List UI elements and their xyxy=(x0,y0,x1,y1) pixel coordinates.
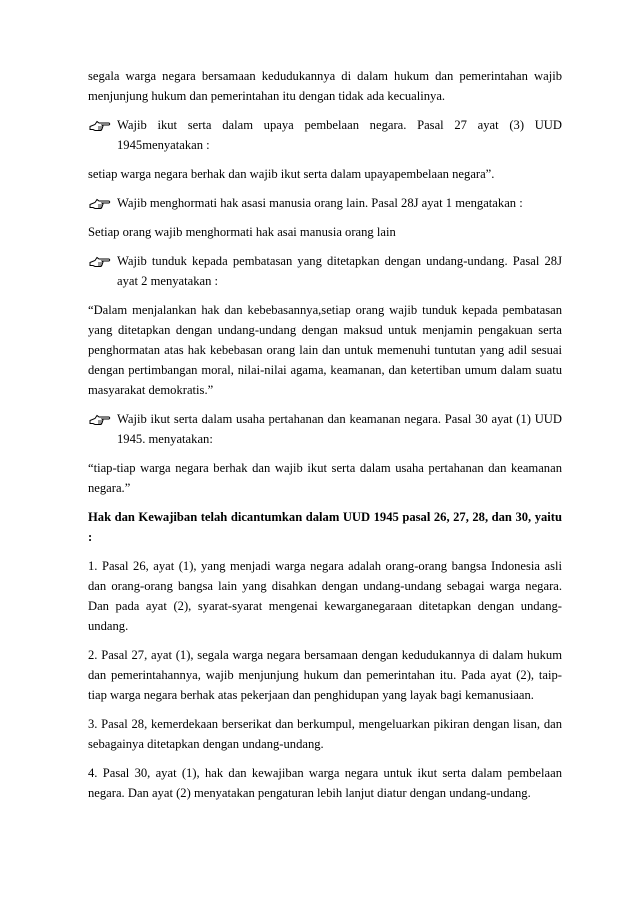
bullet-text-2: Wajib menghormati hak asasi manusia orang lain. Pasal 28J ayat 1 mengatakan : xyxy=(117,196,523,210)
bullet-text-3: Wajib tunduk kepada pembatasan yang ditetapkan dengan undang-undang. Pasal 28J ayat 2 menyatakan : xyxy=(117,254,562,288)
numbered-item-3: 3. Pasal 28, kemerdekaan berserikat dan berkumpul, mengeluarkan pikiran dengan lisan, dan sebagainya ditetapkan dengan undang-undang. xyxy=(88,717,562,751)
bullet-item-1 xyxy=(88,115,562,155)
paragraph-p2: setiap warga negara berhak dan wajib ikut serta dalam upayapembelaan negara”. xyxy=(88,167,495,181)
bullet-item-2 xyxy=(88,193,562,213)
paragraph-p1: segala warga negara bersamaan kedudukannya di dalam hukum dan pemerintahan wajib menjunjung hukum dan pemerintahan itu dengan tidak ada kecualinya. xyxy=(88,69,562,103)
hand-pointing-right-icon xyxy=(89,195,111,211)
hand-pointing-right-icon xyxy=(89,411,111,427)
bullet-text-1: Wajib ikut serta dalam upaya pembelaan negara. Pasal 27 ayat (3) UUD 1945menyatakan : xyxy=(117,118,562,152)
bullet-text-4: Wajib ikut serta dalam usaha pertahanan dan keamanan negara. Pasal 30 ayat (1) UUD 1945. menyatakan: xyxy=(117,412,562,446)
numbered-item-4: 4. Pasal 30, ayat (1), hak dan kewajiban warga negara untuk ikut serta dalam pembelaan negara. Dan ayat (2) menyatakan pengaturan lebih lanjut diatur dengan undang-undang. xyxy=(88,766,562,800)
paragraph-p5: “tiap-tiap warga negara berhak dan wajib ikut serta dalam usaha pertahanan dan keamanan negara.” xyxy=(88,461,562,495)
hand-pointing-right-icon xyxy=(89,117,111,133)
bullet-item-3 xyxy=(88,251,562,291)
paragraph-p4: “Dalam menjalankan hak dan kebebasannya,setiap orang wajib tunduk kepada pembatasan yang ditetapkan dengan undang-undang dengan maksud untuk menjamin pengakuan serta penghormatan atas hak kebebasan orang lain dan untuk memenuhi tuntutan yang adil sesuai dengan pertimbangan moral, nilai-nilai agama, keamanan, dan ketertiban umum dalam suatu masyarakat demokratis.” xyxy=(88,303,562,397)
document-page xyxy=(88,66,562,803)
hand-pointing-right-icon xyxy=(89,253,111,269)
section-heading: Hak dan Kewajiban telah dicantumkan dalam UUD 1945 pasal 26, 27, 28, dan 30, yaitu : xyxy=(88,510,562,544)
numbered-item-1: 1. Pasal 26, ayat (1), yang menjadi warga negara adalah orang-orang bangsa Indonesia asli dan orang-orang bangsa lain yang disahkan dengan undang-undang sebagai warga negara. Dan pada ayat (2), syarat-syarat mengenai kewarganegaraan ditetapkan dengan undang-undang. xyxy=(88,559,562,633)
bullet-item-4 xyxy=(88,409,562,449)
paragraph-p3: Setiap orang wajib menghormati hak asai manusia orang lain xyxy=(88,225,396,239)
numbered-item-2: 2. Pasal 27, ayat (1), segala warga negara bersamaan dengan kedudukannya di dalam hukum dan pemerintahannya, wajib menjunjung hukum dan pemerintahan itu. Pada ayat (2), taip-tiap warga negara berhak atas pekerjaan dan penghidupan yang layak bagi kemanusiaan. xyxy=(88,648,562,702)
